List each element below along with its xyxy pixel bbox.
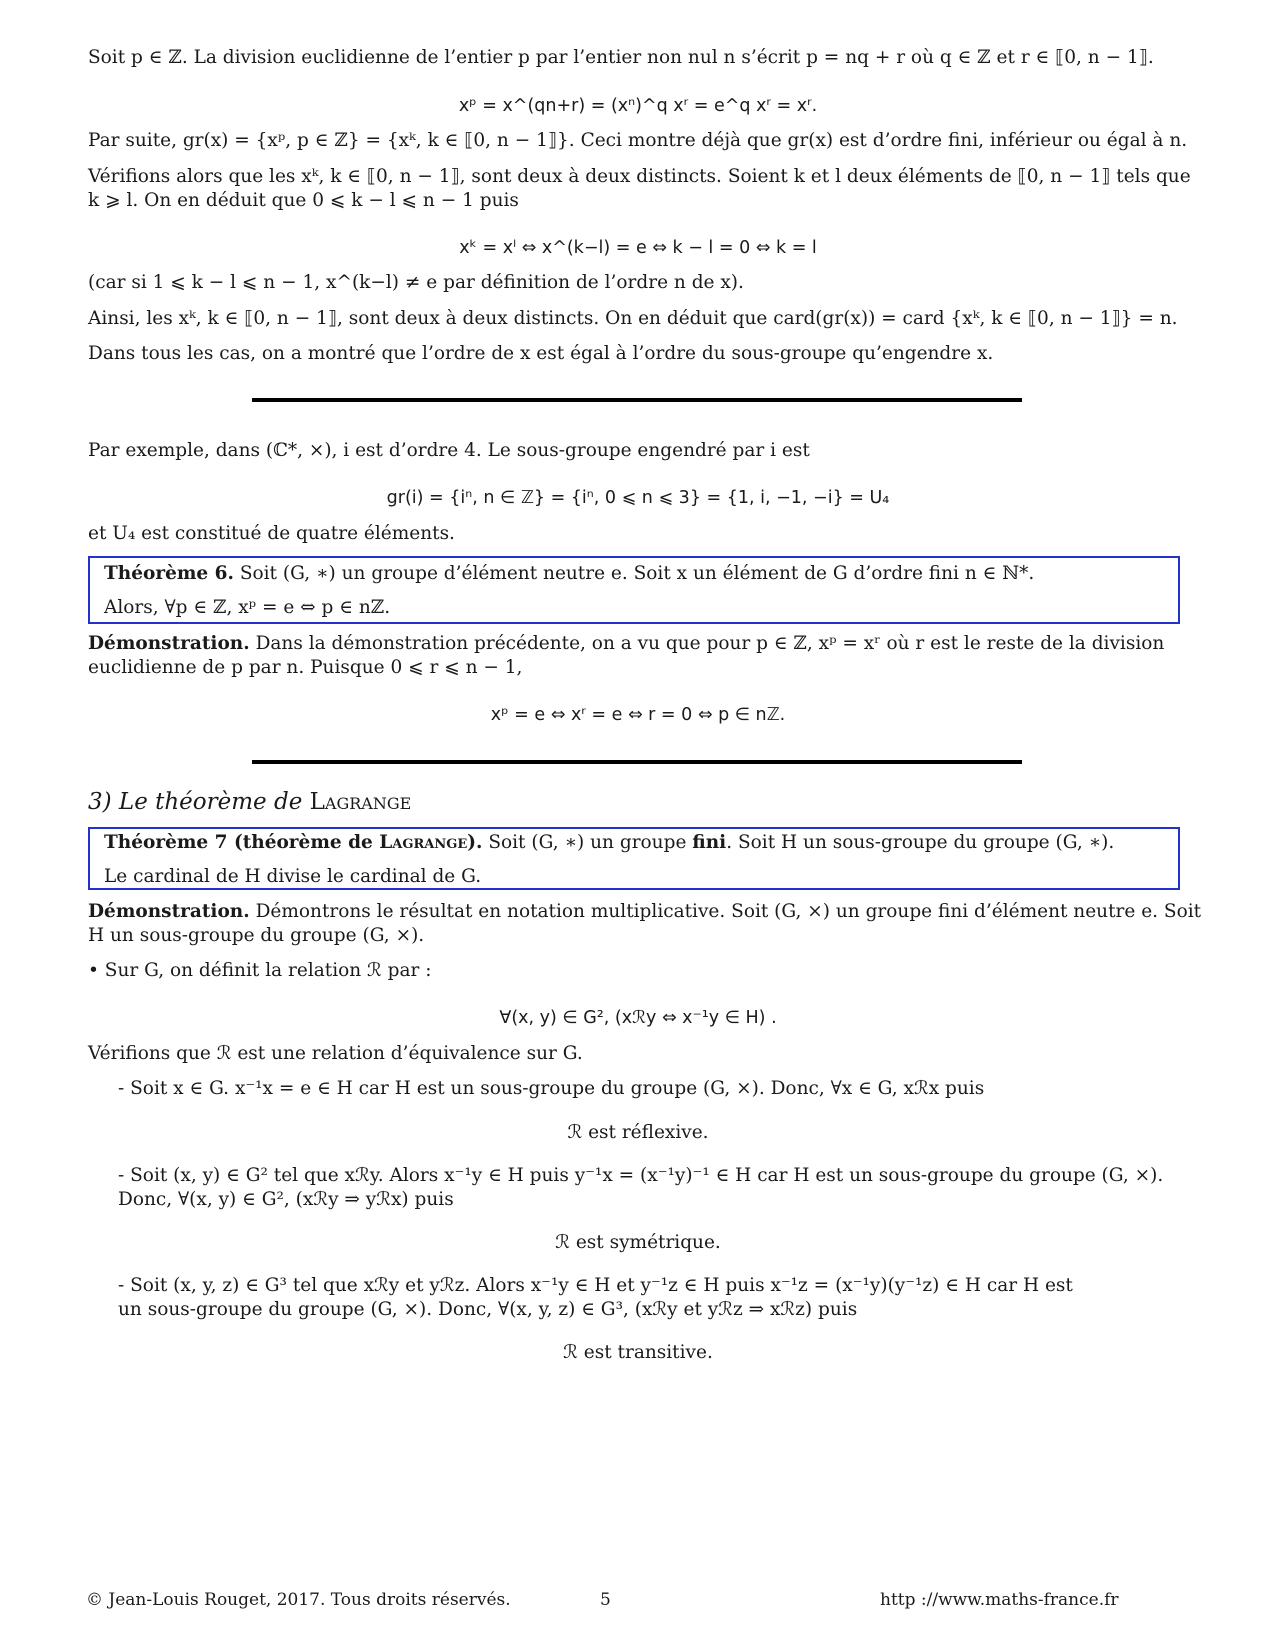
theorem-6-text: Soit (G, ∗) un groupe d’élément neutre e. Soit x un élément de G d’ordre fini n ∈ ℕ*.: [233, 563, 1035, 584]
section-title-name: Lagrange: [309, 789, 412, 815]
equation: gr(i) = {iⁿ, n ∈ ℤ} = {iⁿ, 0 ⩽ n ⩽ 3} = {1, i, −1, −i} = U₄: [386, 488, 890, 508]
text-line: Dans tous les cas, on a montré que l’ordre de x est égal à l’ordre du sous-groupe qu’engendre x.: [88, 343, 994, 364]
theorem-7-heading-end: ).: [467, 832, 483, 853]
text-line: Par suite, gr(x) = {xᵖ, p ∈ ℤ} = {xᵏ, k ∈ ⟦0, n − 1⟧}. Ceci montre déjà que gr(x) est d’ordre fini, inférieur ou égal à n.: [88, 130, 1188, 151]
proof-line: [88, 632, 1164, 656]
symmetric-line: Donc, ∀(x, y) ∈ G², (xℛy ⇒ yℛx) puis: [118, 1189, 454, 1210]
text-line: k ⩾ l. On en déduit que 0 ⩽ k − l ⩽ n − 1 puis: [88, 190, 519, 211]
proof-line: [88, 900, 1201, 924]
proof-line: H un sous-groupe du groupe (G, ×).: [88, 925, 425, 946]
theorem-7-text: . Soit H un sous-groupe du groupe (G, ∗).: [726, 832, 1115, 853]
equation: ∀(x, y) ∈ G², (xℛy ⇔ x⁻¹y ∈ H) .: [499, 1008, 777, 1028]
symmetric-line: - Soit (x, y) ∈ G² tel que xℛy. Alors x⁻¹y ∈ H puis y⁻¹x = (x⁻¹y)⁻¹ ∈ H car H est un sous-groupe du groupe (G, ×).: [118, 1165, 1164, 1186]
conclusion-symmetric: ℛ est symétrique.: [555, 1232, 721, 1253]
theorem-7-conclusion: Le cardinal de H divise le cardinal de G.: [104, 866, 482, 887]
proof-text: Démontrons le résultat en notation multiplicative. Soit (G, ×) un groupe fini d’élément neutre e. Soit: [249, 901, 1202, 922]
theorem-7-heading-text: Théorème 7 (théorème de: [104, 832, 380, 853]
proof-line: euclidienne de p par n. Puisque 0 ⩽ r ⩽ n − 1,: [88, 657, 523, 678]
text-line: Ainsi, les xᵏ, k ∈ ⟦0, n − 1⟧, sont deux à deux distincts. On en déduit que card(gr(x)) = card {xᵏ, k ∈ ⟦0, n − 1⟧} = n.: [88, 308, 1178, 329]
reflexive-line: - Soit x ∈ G. x⁻¹x = e ∈ H car H est un sous-groupe du groupe (G, ×). Donc, ∀x ∈ G, xℛx puis: [118, 1078, 985, 1099]
end-of-proof-rule: [252, 398, 1022, 402]
text-line: et U₄ est constitué de quatre éléments.: [88, 523, 455, 544]
end-of-proof-rule: [252, 760, 1022, 764]
conclusion-transitive: ℛ est transitive.: [563, 1342, 713, 1363]
footer-copyright: © Jean-Louis Rouget, 2017. Tous droits réservés.: [86, 1590, 511, 1610]
page-number: 5: [600, 1590, 611, 1610]
section-title: [88, 787, 411, 817]
equation: xᵖ = e ⇔ xʳ = e ⇔ r = 0 ⇔ p ∈ nℤ.: [490, 705, 786, 725]
proof-heading: Démonstration.: [88, 633, 250, 654]
section-title-text: 3) Le théorème de: [88, 789, 310, 815]
proof-heading: Démonstration.: [88, 901, 250, 922]
equation: xᵏ = xˡ ⇔ x^(k−l) = e ⇔ k − l = 0 ⇔ k = l: [459, 238, 817, 258]
transitive-line: un sous-groupe du groupe (G, ×). Donc, ∀(x, y, z) ∈ G³, (xℛy et yℛz ⇒ xℛz) puis: [118, 1299, 858, 1320]
text-line: (car si 1 ⩽ k − l ⩽ n − 1, x^(k−l) ≠ e par définition de l’ordre n de x).: [88, 272, 744, 293]
text-line: Vérifions alors que les xᵏ, k ∈ ⟦0, n − 1⟧, sont deux à deux distincts. Soient k et l deux éléments de ⟦0, n − 1⟧ tels que: [88, 166, 1191, 187]
theorem-7-statement: [104, 831, 1114, 855]
theorem-6-conclusion: Alors, ∀p ∈ ℤ, xᵖ = e ⇔ p ∈ nℤ.: [104, 597, 391, 618]
theorem-7-box: [88, 827, 1180, 890]
proof-text: Dans la démonstration précédente, on a vu que pour p ∈ ℤ, xᵖ = xʳ où r est le reste de la division: [249, 633, 1165, 654]
transitive-line: - Soit (x, y, z) ∈ G³ tel que xℛy et yℛz. Alors x⁻¹y ∈ H et y⁻¹z ∈ H puis x⁻¹z = (x⁻¹y)(y⁻¹z) ∈ H car H est: [118, 1275, 1073, 1296]
footer-url[interactable]: http ://www.maths-france.fr: [880, 1590, 1119, 1610]
equation: xᵖ = x^(qn+r) = (xⁿ)^q xʳ = e^q xʳ = xʳ.: [458, 96, 818, 116]
bullet-line: • Sur G, on définit la relation ℛ par :: [88, 960, 432, 981]
text-line: Soit p ∈ ℤ. La division euclidienne de l’entier p par l’entier non nul n s’écrit p = nq + r où q ∈ ℤ et r ∈ ⟦0, n − 1⟧.: [88, 47, 1154, 68]
theorem-6-box: [88, 556, 1180, 624]
theorem-7-text: Soit (G, ∗) un groupe: [482, 832, 693, 853]
conclusion-reflexive: ℛ est réflexive.: [567, 1122, 709, 1143]
theorem-7-emphasis: fini: [692, 832, 727, 853]
text-line: Vérifions que ℛ est une relation d’équivalence sur G.: [88, 1043, 583, 1064]
text-line: Par exemple, dans (ℂ*, ×), i est d’ordre 4. Le sous-groupe engendré par i est: [88, 440, 810, 461]
theorem-7-heading-name: Lagrange: [379, 832, 468, 853]
theorem-6-statement: [104, 562, 1034, 586]
theorem-6-heading: Théorème 6.: [104, 563, 234, 584]
theorem-7-heading: [104, 832, 482, 853]
